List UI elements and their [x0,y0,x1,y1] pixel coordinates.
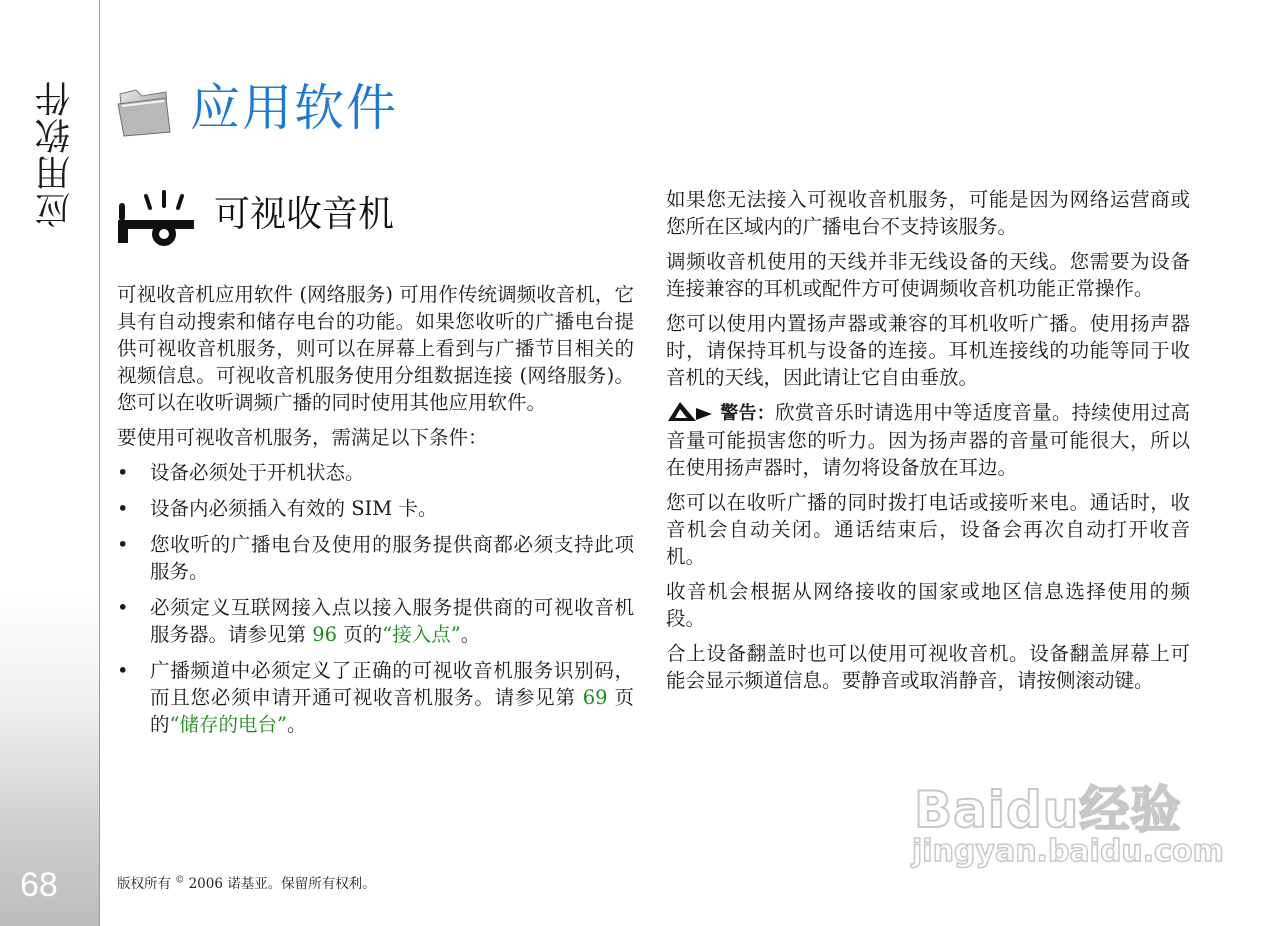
list-item: • 设备内必须插入有效的 SIM 卡。 [117,497,438,520]
page-reference[interactable]: 96 [312,623,338,646]
watermark-url: jingyan.baidu.com [912,834,1224,869]
bullet-marker: • [117,596,129,619]
bullet-marker: • [117,659,129,682]
bullet-marker: • [117,461,129,484]
cross-reference-link[interactable]: “接入点” [382,623,461,646]
warning-paragraph [666,399,1190,481]
list-item: • 设备必须处于开机状态。 [117,461,365,484]
list-item: • 您收听的广播电台及使用的服务提供商都必须支持此项服务。 [117,533,634,583]
copyright-footer: 版权所有 © 2006 诺基亚。保留所有权利。 [117,875,376,892]
warning-text: 欣赏音乐时请选用中等适度音量。持续使用过高音量可能损害您的听力。因为扬声器的音量可能很大，所以在使用扬声器时，请勿将设备放在耳边。 [666,401,1190,479]
folder-icon [116,82,172,138]
warning-icon [666,400,714,422]
list-item: • 必须定义互联网接入点以接入服务提供商的可视收音机服务器。请参见第 96 页的“接入点”。 [117,596,634,646]
right-column [666,186,1190,702]
visual-radio-icon [116,190,196,248]
chapter-title: 应用软件 [190,79,398,137]
paragraph: 如果您无法接入可视收音机服务，可能是因为网络运营商或您所在区域内的广播电台不支持该服务。 [666,188,1190,238]
warning-label: 警告： [720,403,776,424]
page-number: 68 [20,866,58,904]
page-reference[interactable]: 69 [582,686,608,709]
paragraph: 合上设备翻盖时也可以使用可视收音机。设备翻盖屏幕上可能会显示频道信息。要静音或取消静音，请按侧滚动键。 [666,642,1190,692]
intro-paragraph: 可视收音机应用软件 (网络服务) 可用作传统调频收音机，它具有自动搜索和储存电台的功能。如果您收听的广播电台提供可视收音机服务，则可以在屏幕上看到与广播节目相关的视频信息。可视收音机服务使用分组数据连接 (网络服务)。您可以在收听调频广播的同时使用其他应用软件。 [117,283,634,414]
section-title: 可视收音机 [214,194,395,235]
watermark-logo: Baidu经验 [914,781,1182,839]
requirements-list [117,459,634,738]
chapter-sidebar [0,0,100,926]
paragraph: 收音机会根据从网络接收的国家或地区信息选择使用的频段。 [666,580,1190,630]
copyright-symbol: © [175,875,185,886]
left-column [117,281,634,747]
paragraph: 调频收音机使用的天线并非无线设备的天线。您需要为设备连接兼容的耳机或配件方可使调频收音机功能正常操作。 [666,250,1190,300]
bullet-marker: • [117,533,129,556]
cross-reference-link[interactable]: “储存的电台” [169,713,287,736]
requirements-lead: 要使用可视收音机服务，需满足以下条件： [117,426,488,449]
bullet-marker: • [117,497,129,520]
list-item: • 广播频道中必须定义了正确的可视收音机服务识别码，而且您必须申请开通可视收音机服务。请参见第 69 页的“储存的电台”。 [117,659,635,736]
paragraph: 您可以使用内置扬声器或兼容的耳机收听广播。使用扬声器时，请保持耳机与设备的连接。耳机连接线的功能等同于收音机的天线，因此请让它自由垂放。 [666,312,1190,389]
baidu-watermark [908,770,1224,880]
sidebar-chapter-label: 应用软件 [35,80,76,228]
paragraph: 您可以在收听广播的同时拨打电话或接听来电。通话时，收音机会自动关闭。通话结束后，设备会再次自动打开收音机。 [666,491,1190,568]
